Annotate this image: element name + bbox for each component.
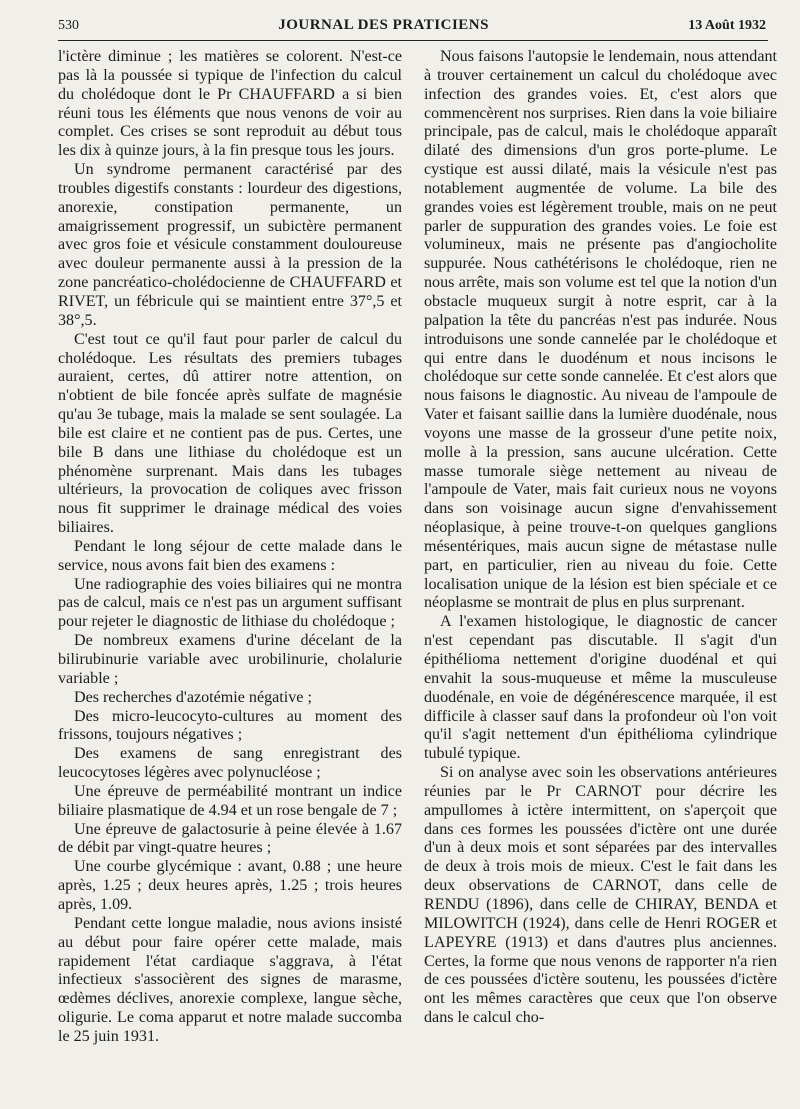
left-column	[58, 48, 402, 1047]
paragraph: C'est tout ce qu'il faut pour parler de calcul du cholédoque. Les résultats des premiers tubages auraient, certes, dû attirer notre attention, on n'obtient de bile foncée après sulfate de magnésie qu'au 3e tubage, mais la malade se sent soulagée. La bile est claire et ne contient pas de pus. Certes, une bile B dans une lithiase du cholédoque est un phénomène surprenant. Mais dans les tubages ultérieurs, la provocation de coliques avec frisson nous fit supprimer le drainage médical des voies biliaires.	[58, 330, 402, 537]
paragraph: l'ictère diminue ; les matières se colorent. N'est-ce pas là la poussée si typique de l'infection du calcul du cholédoque dont le Pr CHAUFFARD a si bien réuni tous les éléments que nous venons de voir au complet. Ces crises se sont reproduit au début tous les dix à quinze jours, à la fin presque tous les jours.	[58, 48, 402, 160]
header-rule	[58, 40, 768, 41]
paragraph: Des recherches d'azotémie négative ;	[74, 688, 312, 706]
paragraph: Une épreuve de perméabilité montrant un indice biliaire plasmatique de 4.94 et un rose bengale de 7 ;	[58, 782, 402, 819]
paragraph: Pendant cette longue maladie, nous avions insisté au début pour faire opérer cette malade, mais rapidement l'état cardiaque s'aggrava, à l'état infectieux s'associèrent des signes de marasme, œdèmes déclives, anorexie complexe, langue sèche, oligurie. Le coma apparut et notre malade succomba le 25 juin 1931.	[58, 914, 402, 1045]
paragraph: Une radiographie des voies biliaires qui ne montra pas de calcul, mais ce n'est pas un argument suffisant pour rejeter le diagnostic de lithiase du cholédoque ;	[58, 575, 402, 631]
page-number: 530	[58, 18, 79, 33]
paragraph: Pendant le long séjour de cette malade dans le service, nous avons fait bien des examens :	[58, 537, 402, 574]
paragraph: Si on analyse avec soin les observations antérieures réunies par le Pr CARNOT pour décrire les ampullomes à ictère intermittent, on s'aperçoit que dans ces formes les poussées d'ictère ont une durée d'un à deux mois et sont séparées par des intervalles de deux à trois mois de mieux. C'est le fait dans les deux observations de CARNOT, dans celle de RENDU (1896), dans celle de CHIRAY, BENDA et MILOWITCH (1924), dans celle de Henri ROGER et LAPEYRE (1913) et dans d'autres plus anciennes. Certes, la forme que nous venons de rapporter n'a rien de ces poussées d'ictère soutenu, les poussées d'ictère ont les mêmes caractères que ceux que l'on observe dans le calcul cho-	[424, 764, 777, 1027]
paragraph: De nombreux examens d'urine décelant de la bilirubinurie variable avec urobilinurie, cholalurie variable ;	[58, 632, 402, 687]
paragraph: Un syndrome permanent caractérisé par des troubles digestifs constants : lourdeur des digestions, anorexie, constipation permanente, un amaigrissement progressif, un subictère permanent avec gros foie et vésicule constamment douloureuse avec douleur permanente aussi à la pression de la zone pancréatico-cholédocienne de CHAUFFARD et RIVET, un fébricule qui se maintient entre 37°,5 et 38°,5.	[58, 161, 402, 329]
paragraph: Des examens de sang enregistrant des leucocytoses légères avec polynucléose ;	[58, 745, 402, 782]
paragraph: Des micro-leucocyto-cultures au moment des frissons, toujours négatives ;	[58, 707, 402, 744]
journal-title: JOURNAL DES PRATICIENS	[278, 17, 489, 33]
running-header	[58, 17, 766, 37]
paragraph: Une courbe glycémique : avant, 0.88 ; une heure après, 1.25 ; deux heures après, 1.25 ; trois heures après, 1.09.	[58, 858, 402, 913]
paragraph: Nous faisons l'autopsie le lendemain, nous attendant à trouver certainement un calcul du cholédoque avec infection des grandes voies. Et, c'est alors que commencèrent nos surprises. Rien dans la voie biliaire principale, pas de calcul, mais le cholédoque apparaît dilaté des dimensions d'un gros porte-plume. Le cystique est aussi dilaté, mais la vésicule n'est pas notablement augmentée de volume. La bile des grandes voies est légèrement trouble, mais on ne peut parler de suppuration des grandes voies. Le foie est volumineux, mais ne présente pas d'angiocholite suppurée. Nous cathétérisons le cholédoque, rien ne nous arrête, mais son volume est tel que la notion d'un obstacle muqueux surgit à notre esprit, car à la palpation la tête du pancréas n'est pas indurée. Nous introduisons une sonde cannelée par le cholédoque et qui entre dans le duodénum et nous incisons le cholédoque sur cette sonde cannelée. Et c'est alors que nous faisons le diagnostic. Au niveau de l'ampoule de Vater et faisant saillie dans la lumière duodénale, nous voyons une masse de la grosseur d'une petite noix, molle à la pression, sans aucune ulcération. Cette masse tumorale siège nettement au niveau de l'ampoule de Vater, mais fait curieux nous ne voyons dans son voisinage aucun signe d'envahissement néoplasique, à peine trouve-t-on quelques ganglions mésentériques, mais aucun signe de métastase nulle part, en particulier, rien au niveau du foie. Cette localisation unique de la lésion est bien spéciale et ce néoplasme se montrait de plus en plus surprenant.	[424, 48, 777, 612]
paragraph: Une épreuve de galactosurie à peine élevée à 1.67 de débit par vingt-quatre heures ;	[58, 820, 402, 857]
issue-date: 13 Août 1932	[688, 18, 766, 33]
paragraph: A l'examen histologique, le diagnostic de cancer n'est cependant pas discutable. Il s'agit d'un épithélioma nettement d'origine duodénal et qui envahit la sous-muqueuse et même la musculeuse duodénale, en voie de dégénérescence marquée, il est difficile à classer sauf dans la profondeur où l'on voit qu'il s'agit nettement d'un épithélioma cylindrique tubulé typique.	[424, 613, 777, 763]
right-column	[424, 48, 777, 1028]
